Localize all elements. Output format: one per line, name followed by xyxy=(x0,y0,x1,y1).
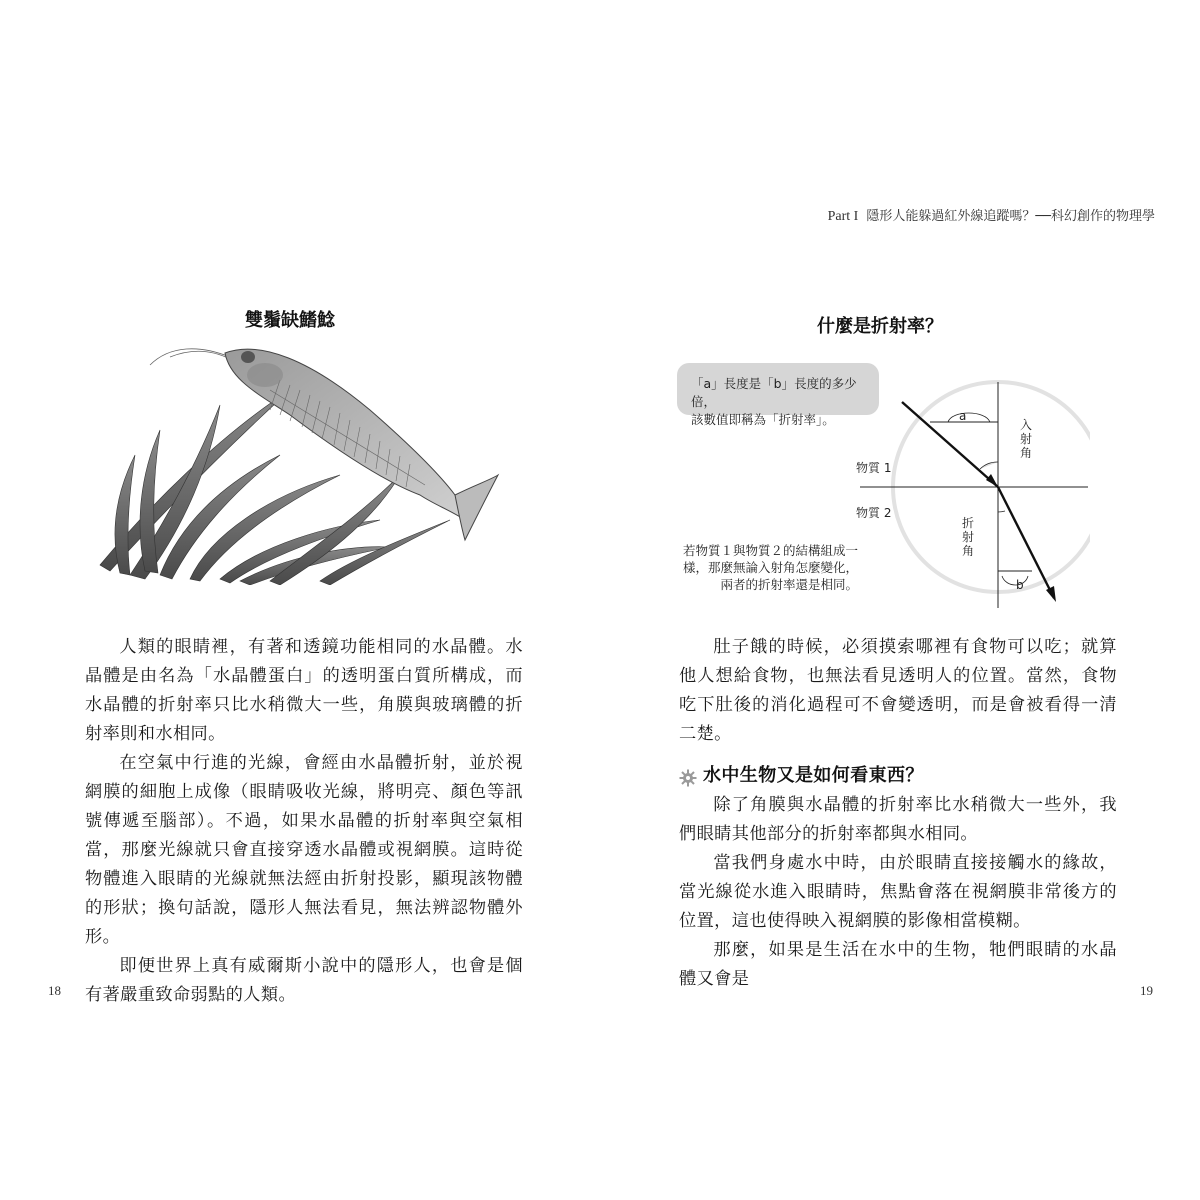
fish-eye xyxy=(241,351,255,363)
label-substance-1: 物質 1 xyxy=(856,461,892,475)
left-page-number: 18 xyxy=(48,983,61,998)
section-heading xyxy=(679,761,1117,791)
water-plant-leaves xyxy=(100,390,450,585)
left-paragraph-1: 人類的眼睛裡，有著和透鏡功能相同的水晶體。水晶體是由名為「水晶體蛋白」的透明蛋白質所構成，而水晶體的折射率只比水稍微大一些，角膜與玻璃體的折射率則和水相同。 xyxy=(85,637,523,744)
incident-angle-arc xyxy=(980,462,998,469)
label-incident-angle: 入射角 xyxy=(1020,418,1033,460)
callout-line-2: 該數值即稱為「折射率」。 xyxy=(691,412,835,427)
note-line-1: 若物質１與物質２的結構組成一 xyxy=(682,543,858,558)
label-a: a xyxy=(959,409,967,423)
right-paragraph-1: 除了角膜與水晶體的折射率比水稍微大一些外，我們眼睛其他部分的折射率都與水相同。 xyxy=(679,795,1117,844)
right-figure-title: 什麼是折射率？ xyxy=(817,316,943,337)
left-figure-title: 雙鬚缺鰭鯰 xyxy=(245,310,335,331)
header-title: 隱形人能躲過紅外線追蹤嗎？──科幻創作的物理學 xyxy=(866,209,1155,224)
label-refraction-angle: 折射角 xyxy=(962,516,975,558)
left-paragraph-2: 在空氣中行進的光線，會經由水晶體折射，並於視網膜的細胞上成像（眼睛吸收光線，將明亮、顏色等訊號傳遞至腦部）。不過，如果水晶體的折射率與空氣相當，那麼光線就只會直接穿透水晶體或視網膜。這時從物體進入眼睛的光線就無法經由折射投影，顯現該物體的形狀；換句話說，隱形人無法看見，無法辨認物體外形。 xyxy=(85,753,523,947)
callout-line-1: 「a」長度是「b」長度的多少倍， xyxy=(691,376,857,409)
refraction-angle-arc xyxy=(998,511,1005,512)
header-part: Part I xyxy=(827,209,859,224)
label-substance-2: 物質 2 xyxy=(856,506,892,520)
refracted-ray xyxy=(998,487,1054,598)
right-page-number: 19 xyxy=(1140,983,1153,998)
section-title: 水中生物又是如何看東西？ xyxy=(703,765,924,786)
left-paragraph-3: 即便世界上真有威爾斯小說中的隱形人，也會是個有著嚴重致命弱點的人類。 xyxy=(85,956,523,1005)
right-body xyxy=(679,633,1117,994)
note-line-2: 樣，那麼無論入射角怎麼變化， xyxy=(682,560,858,575)
running-header xyxy=(828,205,1155,225)
right-paragraph-2: 當我們身處水中時，由於眼睛直接接觸水的緣故，當光線從水進入眼睛時，焦點會落在視網膜非常後方的位置，這也使得映入視網膜的影像相當模糊。 xyxy=(679,853,1117,931)
note-line-3: 兩者的折射率還是相同。 xyxy=(720,577,858,592)
glass-catfish-illustration xyxy=(90,335,500,585)
label-b: b xyxy=(1016,578,1024,592)
right-paragraph-3: 那麼，如果是生活在水中的生物，牠們眼睛的水晶體又會是 xyxy=(679,940,1117,989)
gear-icon xyxy=(679,767,697,785)
right-paragraph-intro: 肚子餓的時候，必須摸索哪裡有食物可以吃；就算他人想給食物，也無法看見透明人的位置。當然，食物吃下肚後的消化過程可不會變透明，而是會被看得一清二楚。 xyxy=(679,637,1117,744)
left-body xyxy=(85,633,523,1010)
incident-ray xyxy=(902,402,998,487)
same-substance-note xyxy=(670,542,858,593)
